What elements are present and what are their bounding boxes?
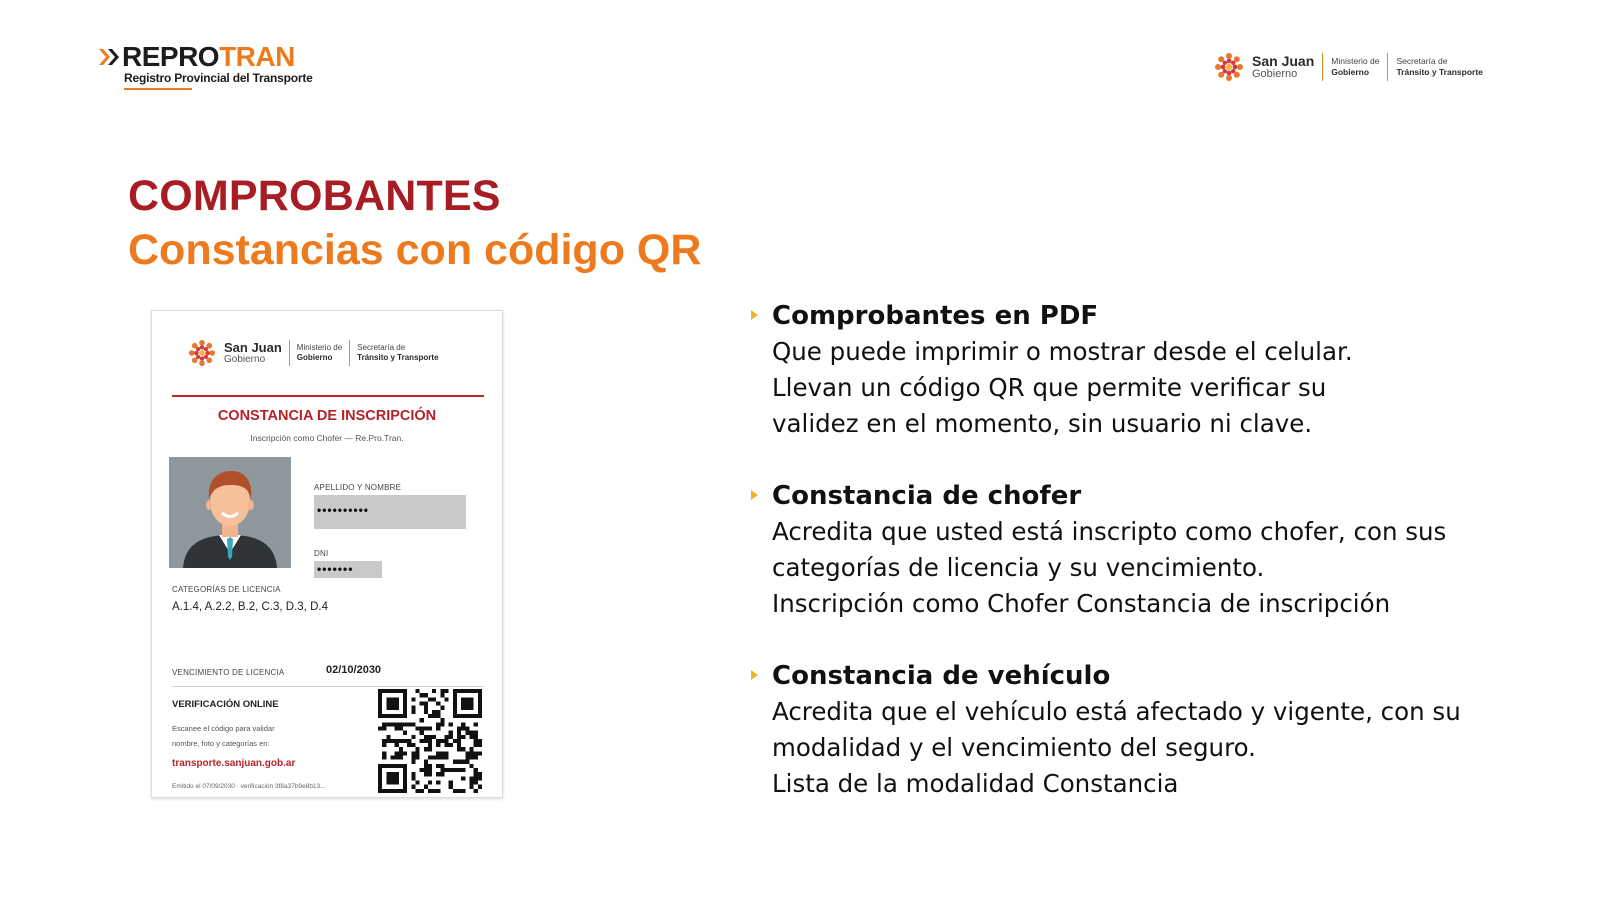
san-juan-sun-icon — [188, 339, 216, 367]
bullet-pdf — [772, 298, 1552, 442]
categorias-label: CATEGORÍAS DE LICENCIA — [172, 585, 281, 594]
verificacion-text: Escanee el código para validar nombre, foto y categorías en: — [172, 724, 275, 748]
apellido-value: •••••••••• — [314, 495, 466, 529]
categorias-value: A.1.4, A.2.2, B.2, C.3, D.3, D.4 — [172, 601, 328, 613]
bullet-list — [772, 298, 1552, 838]
card-gov-title: San Juan — [224, 340, 282, 355]
page-subtitle: Constancias con código QR — [128, 226, 702, 274]
bullet-chofer — [772, 478, 1552, 622]
bullet-vehiculo — [772, 658, 1552, 802]
card-secretary-line2: Tránsito y Transporte — [357, 353, 439, 362]
verificacion-url: transporte.sanjuan.gob.ar — [172, 758, 296, 769]
double-chevron-icon — [98, 46, 122, 68]
san-juan-sun-icon — [1214, 52, 1244, 82]
bullet-line: validez en el momento, sin usuario ni clave. — [772, 409, 1313, 438]
bullet-line: Lista de la modalidad Constancia — [772, 769, 1179, 798]
card-title: CONSTANCIA DE INSCRIPCIÓN — [217, 408, 437, 424]
gov-subtitle: Gobierno — [1252, 68, 1298, 80]
card-gov-subtitle: Gobierno — [224, 354, 266, 365]
gov-logo-header — [1214, 52, 1483, 82]
gov-name-block — [1252, 54, 1314, 80]
gov-separator — [1322, 53, 1323, 81]
card-subtitle: Inscripción como Chofer — Re.Pro.Tran. — [250, 433, 404, 443]
card-gov-separator — [289, 340, 290, 366]
logo-tran: TRAN — [219, 41, 295, 72]
reprotran-logo — [98, 40, 313, 92]
profile-photo — [169, 457, 291, 568]
dni-label: DNI — [314, 549, 329, 558]
card-gov-name-block — [224, 341, 282, 365]
card-secretary-block — [357, 343, 438, 363]
bullet-line: Que puede imprimir o mostrar desde el celular. — [772, 337, 1353, 366]
bullet-title: Constancia de vehículo — [772, 661, 1111, 691]
card-gov-separator — [349, 340, 350, 366]
bullet-line: Acredita que usted está inscripto como chofer, con sus — [772, 517, 1447, 546]
bullet-title: Comprobantes en PDF — [772, 301, 1099, 331]
logo-wordmark — [122, 40, 295, 74]
card-ministry-block — [297, 343, 342, 363]
gov-separator — [1387, 53, 1388, 81]
qr-code-icon — [378, 689, 482, 793]
certificate-card — [151, 310, 503, 798]
logo-repro: REPRO — [122, 41, 220, 72]
apellido-label: APELLIDO Y NOMBRE — [314, 483, 402, 492]
card-divider — [172, 395, 484, 397]
card-gov-logo — [188, 339, 439, 367]
card-divider-gray — [172, 686, 484, 687]
logo-subtitle: Registro Provincial del Transporte — [124, 71, 313, 85]
secretary-block — [1396, 56, 1482, 78]
gov-title: San Juan — [1252, 53, 1315, 69]
bullet-line: categorías de licencia y su vencimiento. — [772, 553, 1265, 582]
ministry-block — [1331, 56, 1379, 78]
bullet-title: Constancia de chofer — [772, 481, 1082, 511]
verificacion-title: VERIFICACIÓN ONLINE — [172, 699, 279, 710]
bullet-line: Llevan un código QR que permite verificar su — [772, 373, 1327, 402]
bullet-triangle-icon — [751, 310, 758, 320]
card-ministry-line1: Ministerio de — [296, 343, 343, 352]
secretary-line2: Tránsito y Transporte — [1396, 67, 1483, 77]
page-title: COMPROBANTES — [128, 172, 501, 220]
secretary-line1: Secretaría de — [1396, 56, 1448, 66]
bullet-line: Inscripción como Chofer Constancia de inscripción — [772, 589, 1391, 618]
dni-value: ••••••• — [314, 561, 382, 578]
bullet-triangle-icon — [751, 490, 758, 500]
bullet-line: Acredita que el vehículo está afectado y vigente, con su — [772, 697, 1461, 726]
card-footer: Emitido el 07/09/2030 · verificación 3f8a37b9e8b13... — [172, 783, 326, 790]
vencimiento-label: VENCIMIENTO DE LICENCIA — [172, 668, 285, 677]
logo-underline — [124, 88, 192, 90]
vencimiento-value: 02/10/2030 — [326, 664, 382, 676]
card-ministry-line2: Gobierno — [296, 353, 333, 362]
bullet-line: modalidad y el vencimiento del seguro. — [772, 733, 1256, 762]
ministry-line2: Gobierno — [1331, 67, 1370, 77]
bullet-triangle-icon — [751, 670, 758, 680]
ministry-line1: Ministerio de — [1331, 56, 1380, 66]
person-avatar-icon — [169, 457, 291, 568]
card-secretary-line1: Secretaría de — [357, 343, 406, 352]
